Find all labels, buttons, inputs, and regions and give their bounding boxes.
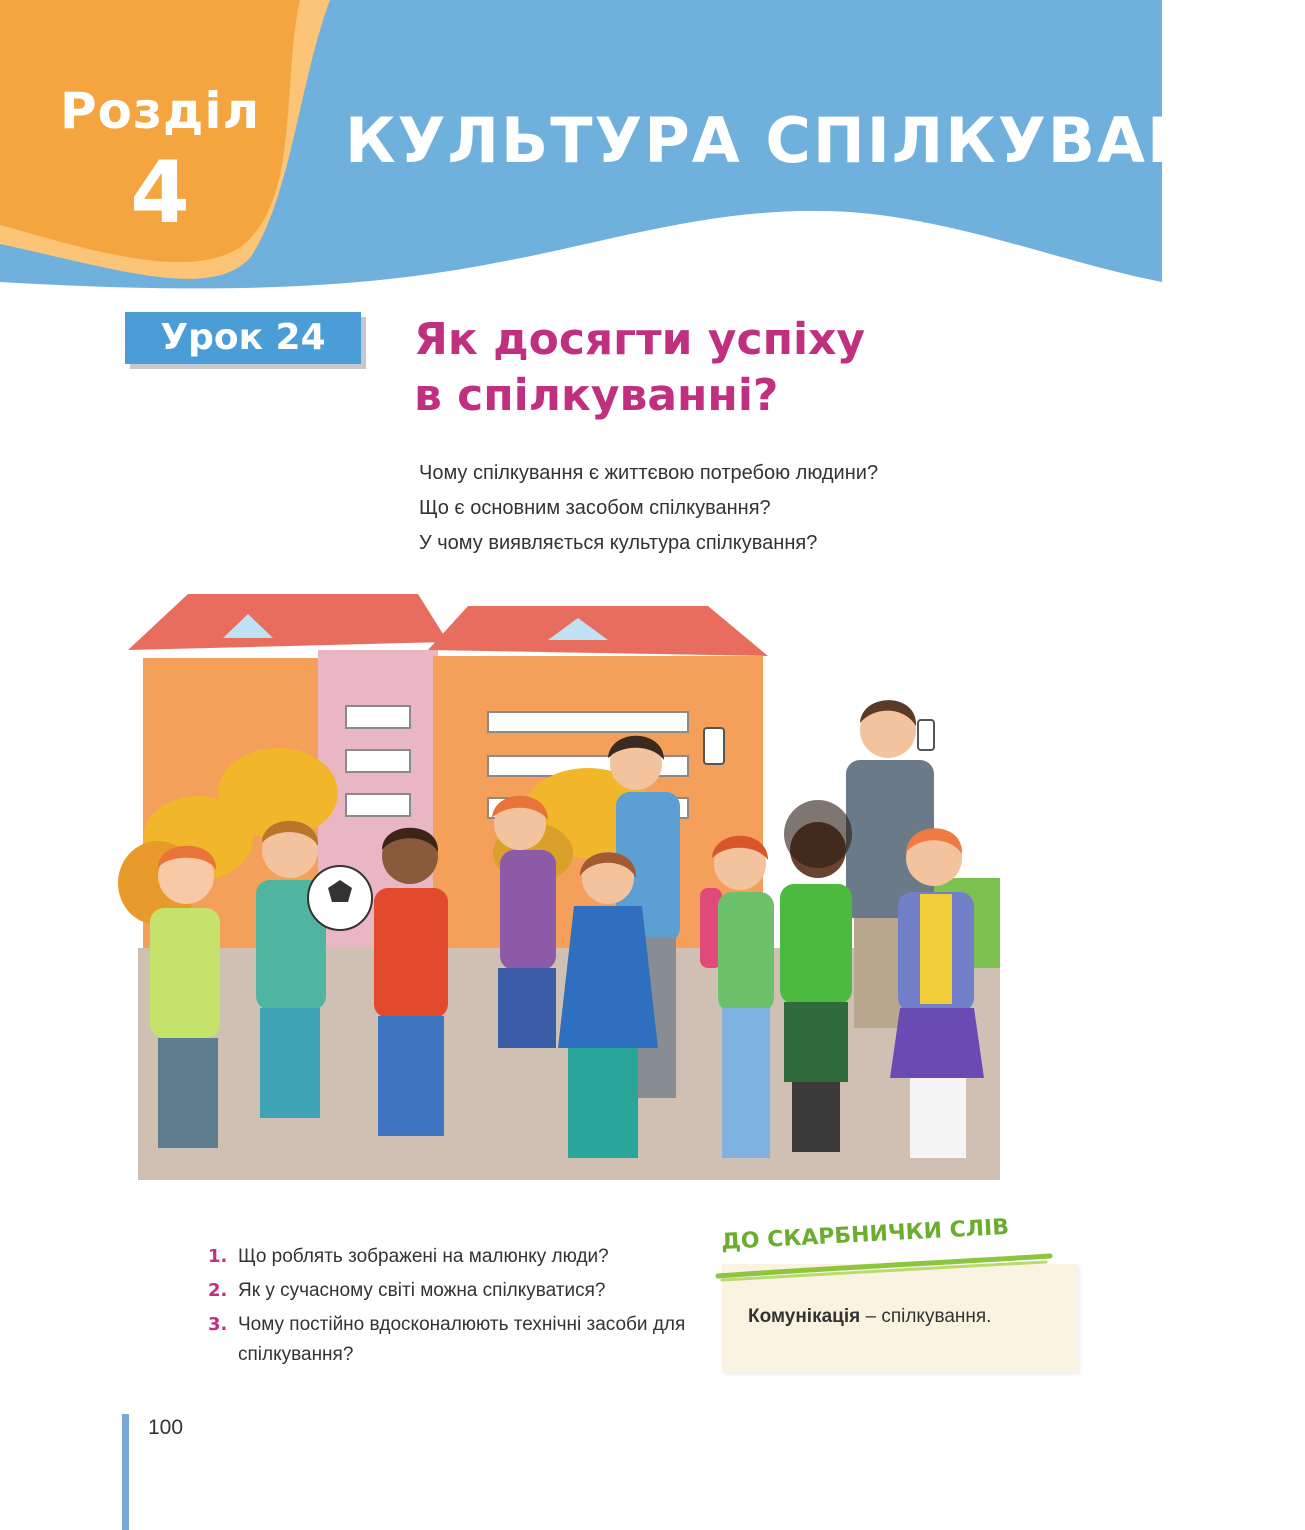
task-number: 2. — [208, 1280, 228, 1301]
vocabulary-entry — [748, 1306, 991, 1328]
lesson-title-line-1: Як досягти успіху — [414, 314, 866, 365]
lesson-title — [414, 312, 1074, 424]
page-number: 100 — [148, 1416, 184, 1439]
intro-question: Чому спілкування є життєвою потребою людини? — [419, 462, 879, 484]
section-number: 4 — [130, 143, 190, 243]
intro-question: Що є основним засобом спілкування? — [419, 497, 771, 519]
chapter-title: КУЛЬТУРА СПІЛКУВАННЯ — [345, 104, 1305, 177]
vocabulary-definition: – спілкування. — [860, 1306, 992, 1327]
smartphone-icon — [704, 728, 724, 764]
task-text: Як у сучасному світі можна спілкуватися? — [238, 1280, 606, 1301]
vocabulary-heading: ДО СКАРБНИЧКИ СЛІВ — [720, 1214, 1010, 1255]
lesson-title-line-2: в спілкуванні? — [414, 370, 779, 421]
section-label: Розділ — [60, 82, 261, 140]
task-number: 1. — [208, 1246, 228, 1267]
lesson-label: Урок 24 — [160, 317, 326, 358]
soccer-ball-icon — [308, 866, 372, 930]
intro-question: У чому виявляється культура спілкування? — [419, 532, 818, 554]
intro-questions — [419, 456, 1119, 561]
task-item — [208, 1276, 688, 1306]
vocabulary-term: Комунікація — [748, 1306, 861, 1327]
task-text: Чому постійно вдосконалюють технічні засоби для спілкування? — [238, 1314, 686, 1365]
task-item — [208, 1242, 688, 1272]
school-yard-illustration — [128, 588, 1008, 1193]
task-number: 3. — [208, 1314, 228, 1335]
page-side-bar — [122, 1414, 129, 1530]
task-list — [208, 1242, 688, 1374]
vocabulary-underline — [716, 1252, 1052, 1282]
task-text: Що роблять зображені на малюнку люди? — [238, 1246, 609, 1267]
task-item — [208, 1310, 688, 1370]
